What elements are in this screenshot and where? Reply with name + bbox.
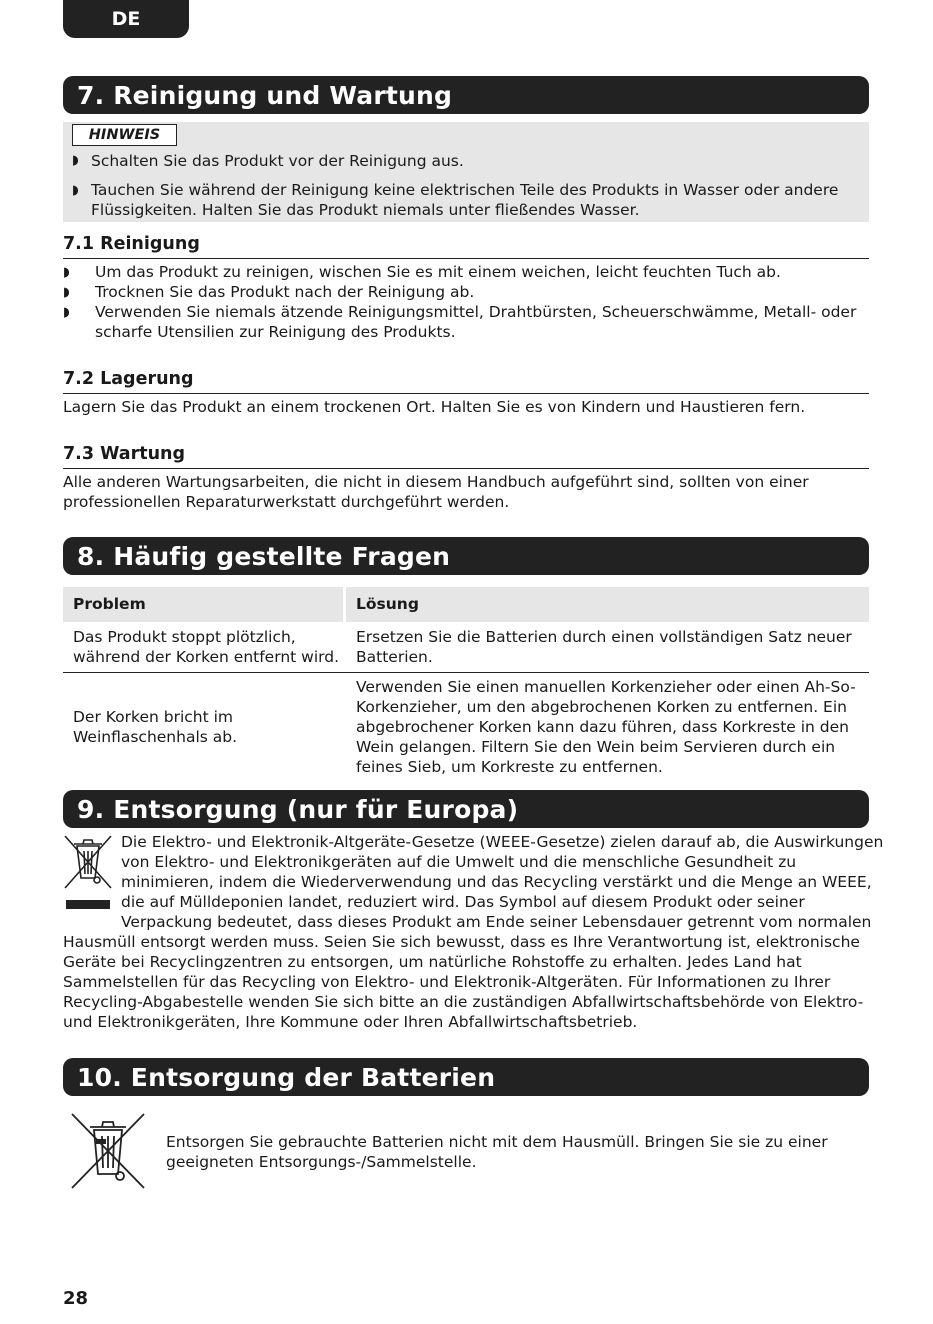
battery-text-line-2: geeigneten Entsorgungs-/Sammelstelle. [166, 1153, 477, 1171]
faq-row-1-problem-line-2: während der Korken entfernt wird. [73, 648, 339, 666]
section-9-heading: 9. Entsorgung (nur für Europa) [63, 790, 869, 828]
weee-text-line-4: die auf Mülldeponien landet, reduziert wird. Das Symbol auf diesem Produkt oder seiner [121, 893, 805, 911]
maintenance-text-line-2: professionellen Reparaturwerkstatt durchgeführt werden. [63, 493, 510, 511]
weee-text-line-9: Recycling-Abgabestelle wenden Sie sich bitte an die zuständigen Abfallwirtschaftsbehörde von Elektro- [63, 993, 864, 1011]
faq-col-solution: Lösung [356, 595, 419, 613]
faq-row-2-solution-line-4: Wein gelangen. Filtern Sie den Wein beim Servieren durch ein [356, 738, 836, 756]
weee-text-line-8: Sammelstellen für das Recycling von Elektro- und Elektronik-Altgeräten. Für Informationen zu Ihrer [63, 973, 831, 991]
weee-text-line-2: von Elektro- und Elektronikgeräten auf die Umwelt und die menschliche Gesundheit zu [121, 853, 797, 871]
page-number: 28 [63, 1288, 89, 1309]
weee-crossed-bin-icon [63, 834, 113, 910]
faq-row-divider [63, 672, 869, 673]
faq-row-1-solution-line-1: Ersetzen Sie die Batterien durch einen vollständigen Satz neuer [356, 628, 852, 646]
faq-row-2-solution-line-2: Korkenzieher, um den abgebrochenen Korken zu entfernen. Ein [356, 698, 847, 716]
cleaning-item-1: Um das Produkt zu reinigen, wischen Sie es mit einem weichen, leicht feuchten Tuch ab. [95, 263, 781, 281]
bullet-icon: ◗ [72, 153, 79, 168]
faq-col-problem: Problem [73, 595, 146, 613]
language-tab: DE [63, 0, 189, 38]
faq-row-2-solution-line-5: feines Sieb, um Korkreste zu entfernen. [356, 758, 663, 776]
weee-text-line-3: minimieren, indem die Wiederverwendung und das Recycling verstärkt und die Menge an WEEE, [121, 873, 872, 891]
weee-text-line-1: Die Elektro- und Elektronik-Altgeräte-Gesetze (WEEE-Gesetze) zielen darauf ab, die Auswirkungen [121, 833, 884, 851]
section-8-heading: 8. Häufig gestellte Fragen [63, 537, 869, 575]
faq-row-2-solution-line-1: Verwenden Sie einen manuellen Korkenzieher oder einen Ah-So- [356, 678, 856, 696]
cleaning-item-3-line-1: Verwenden Sie niemals ätzende Reinigungsmittel, Drahtbürsten, Scheuerschwämme, Metall- oder [95, 303, 857, 321]
subsection-7-1-heading: 7.1 Reinigung [63, 234, 869, 259]
cleaning-item-3-line-2: scharfe Utensilien zur Reinigung des Produkts. [95, 323, 456, 341]
notice-item-2-line-2: Flüssigkeiten. Halten Sie das Produkt niemals unter fließendes Wasser. [91, 201, 640, 219]
maintenance-text-line-1: Alle anderen Wartungsarbeiten, die nicht in diesem Handbuch aufgeführt sind, sollten von einer [63, 473, 809, 491]
battery-crossed-bin-icon [70, 1112, 146, 1190]
notice-item-1: Schalten Sie das Produkt vor der Reinigung aus. [91, 152, 464, 170]
weee-text-line-7: Geräte bei Recyclingzentren zu entsorgen, um natürliche Rohstoffe zu erhalten. Jedes Land hat [63, 953, 802, 971]
weee-text-line-10: und Elektronikgeräten, Ihre Kommune oder Ihren Abfallwirtschaftsbetrieb. [63, 1013, 638, 1031]
faq-header-cell-solution [346, 587, 869, 622]
subsection-7-2-heading: 7.2 Lagerung [63, 369, 869, 394]
storage-text: Lagern Sie das Produkt an einem trockenen Ort. Halten Sie es von Kindern und Haustieren fern. [63, 398, 806, 416]
weee-text-line-6: Hausmüll entsorgt werden muss. Seien Sie sich bewusst, dass es Ihre Verantwortung ist, elektronische [63, 933, 860, 951]
cleaning-item-2: Trocknen Sie das Produkt nach der Reinigung ab. [95, 283, 475, 301]
faq-row-1-problem-line-1: Das Produkt stoppt plötzlich, [73, 628, 296, 646]
faq-row-2-problem-line-2: Weinflaschenhals ab. [73, 728, 238, 746]
bullet-icon: ◗ [63, 285, 70, 300]
weee-text-line-5: Verpackung bedeutet, dass dieses Produkt am Ende seiner Lebensdauer getrennt vom normalen [121, 913, 872, 931]
bullet-icon: ◗ [72, 183, 79, 198]
faq-row-1-solution-line-2: Batterien. [356, 648, 433, 666]
section-10-heading: 10. Entsorgung der Batterien [63, 1058, 869, 1096]
faq-row-2-problem-line-1: Der Korken bricht im [73, 708, 234, 726]
faq-row-2-solution-line-3: abgebrochener Korken kann dazu führen, dass Korkreste in den [356, 718, 849, 736]
section-7-heading: 7. Reinigung und Wartung [63, 76, 869, 114]
bullet-icon: ◗ [63, 265, 70, 280]
battery-text-line-1: Entsorgen Sie gebrauchte Batterien nicht mit dem Hausmüll. Bringen Sie sie zu einer [166, 1133, 828, 1151]
bullet-icon: ◗ [63, 305, 70, 320]
subsection-7-3-heading: 7.3 Wartung [63, 444, 869, 469]
notice-label: HINWEIS [72, 124, 177, 146]
notice-item-2-line-1: Tauchen Sie während der Reinigung keine elektrischen Teile des Produkts in Wasser oder andere [91, 181, 839, 199]
